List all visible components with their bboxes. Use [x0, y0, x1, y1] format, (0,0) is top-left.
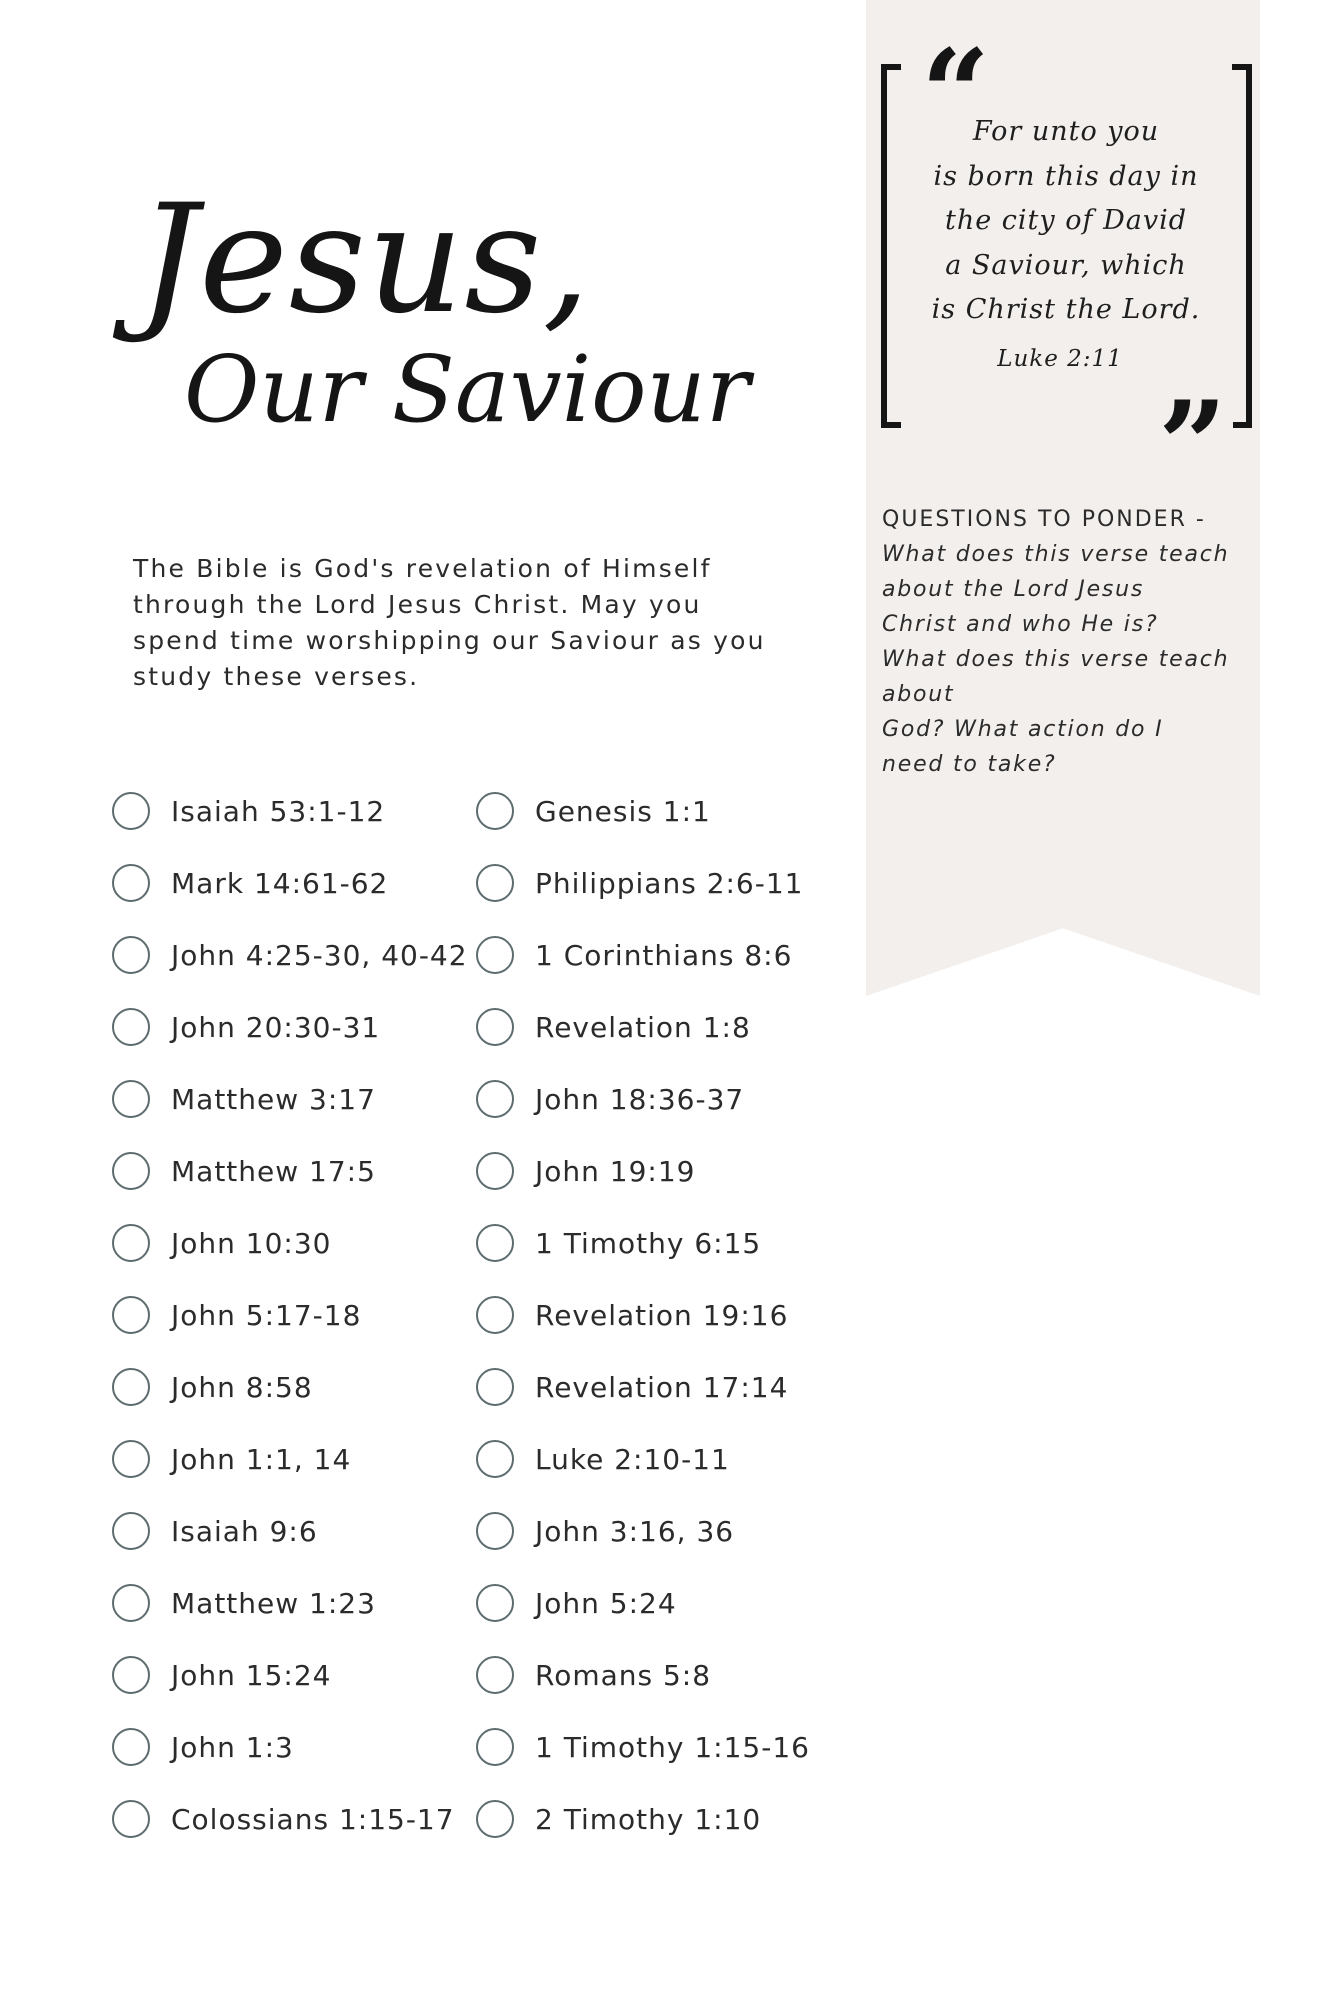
checkbox-circle-icon[interactable] [476, 864, 514, 902]
verse-quote-line: is born this day in [933, 160, 1199, 192]
verse-checklist-item[interactable] [476, 1279, 810, 1351]
checkbox-circle-icon[interactable] [112, 1296, 150, 1334]
checkbox-circle-icon[interactable] [112, 936, 150, 974]
checkbox-circle-icon[interactable] [112, 1152, 150, 1190]
checkbox-circle-icon[interactable] [112, 1800, 150, 1838]
checkbox-circle-icon[interactable] [476, 1152, 514, 1190]
verse-checklist-left [112, 775, 468, 1855]
close-quote-icon: ” [1152, 386, 1233, 506]
verse-checklist-item[interactable] [112, 847, 468, 919]
checkbox-circle-icon[interactable] [112, 1728, 150, 1766]
verse-checklist-right [476, 775, 810, 1855]
ponder-line: about the Lord Jesus [882, 577, 1145, 602]
verse-quote [900, 110, 1232, 333]
verse-label: John 1:1, 14 [171, 1442, 352, 1476]
verse-checklist-item[interactable] [476, 991, 810, 1063]
checkbox-circle-icon[interactable] [476, 1296, 514, 1334]
page-subtitle: Our Saviour [184, 336, 750, 443]
questions-to-ponder [882, 502, 1250, 782]
ponder-line: What does this verse teach [882, 647, 1230, 672]
verse-label: Matthew 1:23 [171, 1586, 376, 1620]
verse-label: John 8:58 [171, 1370, 313, 1404]
verse-checklist-item[interactable] [476, 1063, 810, 1135]
verse-checklist-item[interactable] [112, 1207, 468, 1279]
verse-label: Revelation 1:8 [535, 1010, 751, 1044]
left-bracket [881, 64, 901, 428]
checkbox-circle-icon[interactable] [112, 1440, 150, 1478]
verse-quote-line: the city of David [945, 205, 1187, 236]
checkbox-circle-icon[interactable] [476, 1368, 514, 1406]
verse-checklist-item[interactable] [476, 1423, 810, 1495]
verse-label: Revelation 19:16 [535, 1298, 789, 1332]
verse-checklist-item[interactable] [476, 1351, 810, 1423]
ponder-line: about [882, 682, 955, 707]
verse-label: John 15:24 [171, 1658, 332, 1692]
checkbox-circle-icon[interactable] [112, 1584, 150, 1622]
verse-checklist-item[interactable] [476, 1207, 810, 1279]
verse-checklist-item[interactable] [476, 1711, 810, 1783]
checkbox-circle-icon[interactable] [476, 1656, 514, 1694]
checkbox-circle-icon[interactable] [476, 936, 514, 974]
verse-quote-line: is Christ the Lord. [931, 294, 1201, 325]
verse-label: Isaiah 9:6 [171, 1514, 318, 1548]
verse-label: Mark 14:61-62 [171, 866, 389, 900]
verse-label: Isaiah 53:1-12 [171, 794, 386, 828]
verse-label: John 5:17-18 [171, 1298, 362, 1332]
checkbox-circle-icon[interactable] [112, 1512, 150, 1550]
verse-reference: Luke 2:11 [997, 346, 1123, 372]
verse-label: Genesis 1:1 [535, 794, 711, 828]
verse-checklist-item[interactable] [112, 1351, 468, 1423]
verse-checklist-item[interactable] [476, 919, 810, 991]
checkbox-circle-icon[interactable] [112, 1224, 150, 1262]
intro-paragraph: The Bible is God's revelation of Himself through the Lord Jesus Christ. May you spend time worshipping our Saviour as you study these verses. [133, 554, 766, 691]
checkbox-circle-icon[interactable] [112, 1368, 150, 1406]
verse-checklist-item[interactable] [112, 1135, 468, 1207]
verse-label: John 5:24 [535, 1586, 677, 1620]
verse-checklist-item[interactable] [112, 775, 468, 847]
checkbox-circle-icon[interactable] [476, 1512, 514, 1550]
checkbox-circle-icon[interactable] [112, 864, 150, 902]
ponder-line: need to take? [882, 752, 1057, 777]
checkbox-circle-icon[interactable] [112, 1008, 150, 1046]
verse-label: Luke 2:10-11 [535, 1442, 730, 1476]
checkbox-circle-icon[interactable] [112, 792, 150, 830]
ponder-line: God? What action do I [882, 717, 1164, 742]
verse-label: Philippians 2:6-11 [535, 866, 804, 900]
open-quote-icon: “ [915, 34, 996, 154]
verse-checklist-item[interactable] [112, 1567, 468, 1639]
checkbox-circle-icon[interactable] [476, 792, 514, 830]
verse-label: 1 Corinthians 8:6 [535, 938, 793, 972]
verse-label: John 1:3 [171, 1730, 294, 1764]
checkbox-circle-icon[interactable] [476, 1008, 514, 1046]
verse-label: John 3:16, 36 [535, 1514, 735, 1548]
verse-label: Revelation 17:14 [535, 1370, 789, 1404]
checkbox-circle-icon[interactable] [476, 1224, 514, 1262]
verse-label: Colossians 1:15-17 [171, 1802, 455, 1836]
verse-checklist-item[interactable] [112, 1783, 468, 1855]
verse-checklist-item[interactable] [112, 1495, 468, 1567]
verse-checklist-item[interactable] [476, 1567, 810, 1639]
right-bracket [1232, 64, 1252, 428]
verse-label: Matthew 17:5 [171, 1154, 376, 1188]
checkbox-circle-icon[interactable] [476, 1584, 514, 1622]
verse-checklist-item[interactable] [476, 847, 810, 919]
verse-checklist-item[interactable] [476, 1639, 810, 1711]
verse-checklist-item[interactable] [476, 775, 810, 847]
verse-label: Matthew 3:17 [171, 1082, 376, 1116]
checkbox-circle-icon[interactable] [112, 1080, 150, 1118]
verse-label: John 18:36-37 [535, 1082, 745, 1116]
verse-label: John 20:30-31 [171, 1010, 381, 1044]
verse-label: Romans 5:8 [535, 1658, 712, 1692]
ponder-line: Christ and who He is? [882, 612, 1159, 637]
verse-label: 1 Timothy 1:15-16 [535, 1730, 810, 1764]
checkbox-circle-icon[interactable] [476, 1080, 514, 1118]
verse-label: 1 Timothy 6:15 [535, 1226, 762, 1260]
verse-checklist-item[interactable] [476, 1495, 810, 1567]
checkbox-circle-icon[interactable] [112, 1656, 150, 1694]
checkbox-circle-icon[interactable] [476, 1440, 514, 1478]
checkbox-circle-icon[interactable] [476, 1800, 514, 1838]
verse-checklist-item[interactable] [112, 1639, 468, 1711]
verse-checklist-item[interactable] [112, 919, 468, 991]
ponder-questions [882, 537, 1250, 782]
verse-checklist-item[interactable] [112, 991, 468, 1063]
page-title: Jesus, [138, 173, 592, 347]
ponder-line: What does this verse teach [882, 542, 1230, 567]
ponder-heading: QUESTIONS TO PONDER - [882, 507, 1206, 532]
verse-checklist-item[interactable] [112, 1711, 468, 1783]
verse-label: John 4:25-30, 40-42 [171, 938, 468, 972]
verse-checklist-item[interactable] [476, 1135, 810, 1207]
verse-checklist-item[interactable] [476, 1783, 810, 1855]
checkbox-circle-icon[interactable] [476, 1728, 514, 1766]
verse-quote-line: a Saviour, which [945, 249, 1187, 281]
verse-checklist-item[interactable] [112, 1063, 468, 1135]
verse-label: John 19:19 [535, 1154, 696, 1188]
verse-label: 2 Timothy 1:10 [535, 1802, 762, 1836]
verse-checklist-item[interactable] [112, 1423, 468, 1495]
verse-checklist-item[interactable] [112, 1279, 468, 1351]
verse-label: John 10:30 [171, 1226, 332, 1260]
verse-quote-line: For unto you [972, 116, 1160, 147]
